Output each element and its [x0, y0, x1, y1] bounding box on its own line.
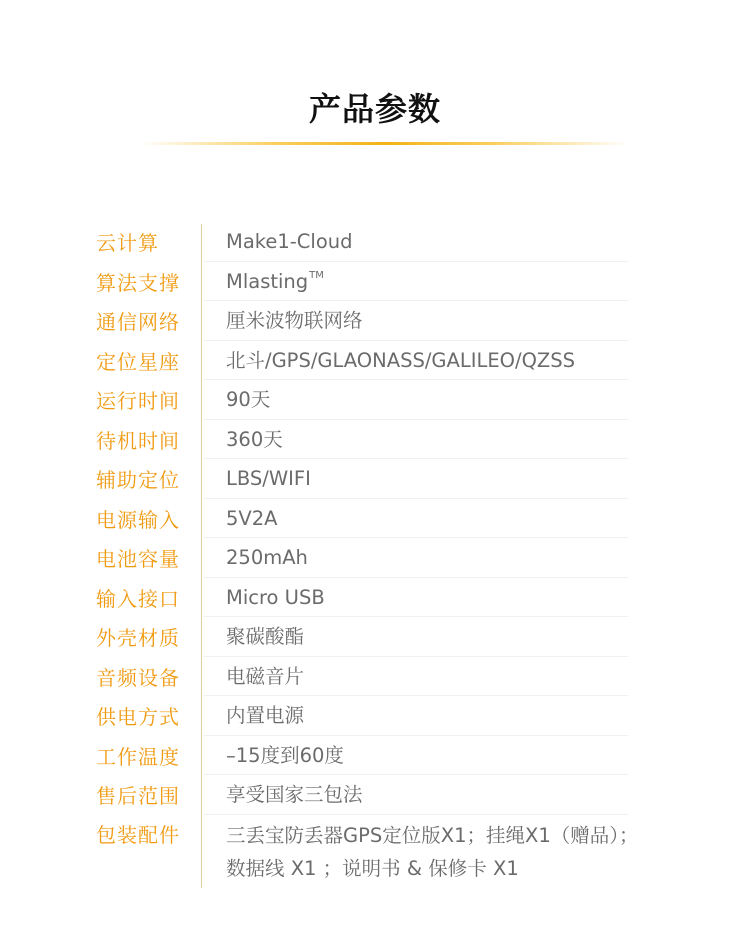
spec-value: –15度到60度 [226, 743, 344, 767]
spec-row-constellation [96, 341, 656, 381]
spec-value: 电磁音片 [226, 664, 305, 688]
spec-row-material [96, 617, 656, 657]
spec-value: 聚碳酸酯 [226, 625, 305, 649]
spec-value: Mlasting [226, 269, 309, 293]
spec-row-power-supply [96, 696, 656, 736]
spec-label: 待机时间 [96, 428, 180, 453]
spec-label: 电池容量 [96, 547, 180, 572]
spec-value: 90天 [226, 388, 271, 412]
spec-row-battery [96, 538, 656, 578]
spec-label: 算法支撑 [96, 270, 180, 295]
spec-row-port [96, 578, 656, 618]
spec-value-wrap [226, 265, 324, 298]
spec-value: 5V2A [226, 506, 278, 530]
spec-value: 360天 [226, 427, 283, 451]
spec-row-cloud [96, 222, 656, 262]
spec-value: Micro USB [226, 585, 325, 609]
spec-row-network [96, 301, 656, 341]
spec-label: 供电方式 [96, 705, 180, 730]
spec-label: 音频设备 [96, 665, 180, 690]
spec-row-after-sales [96, 775, 656, 815]
spec-row-package [96, 815, 656, 891]
spec-value: 厘米波物联网络 [226, 309, 363, 333]
spec-value: 内置电源 [226, 704, 305, 728]
spec-value: 享受国家三包法 [226, 783, 363, 807]
spec-row-assisted-positioning [96, 459, 656, 499]
spec-value-lines [226, 819, 639, 885]
spec-label: 通信网络 [96, 310, 180, 335]
spec-value: 北斗/GPS/GLAONASS/GALILEO/QZSS [226, 348, 576, 372]
title-underline [140, 142, 630, 145]
spec-label: 外壳材质 [96, 626, 180, 651]
spec-row-algorithm [96, 262, 656, 302]
spec-row-power-input [96, 499, 656, 539]
spec-label: 输入接口 [96, 586, 180, 611]
spec-value: Make1-Cloud [226, 230, 353, 254]
spec-label: 包装配件 [96, 822, 180, 847]
spec-label: 售后范围 [96, 784, 180, 809]
spec-label: 定位星座 [96, 349, 180, 374]
spec-table [96, 222, 656, 891]
spec-label: 云计算 [96, 231, 159, 256]
spec-row-standby [96, 420, 656, 460]
spec-value: LBS/WIFI [226, 467, 311, 491]
spec-value-line: 数据线 X1 ；说明书 & 保修卡 X1 [226, 856, 519, 880]
page-title: 产品参数 [308, 90, 441, 128]
spec-label: 运行时间 [96, 389, 180, 414]
spec-row-temperature [96, 736, 656, 776]
spec-label: 工作温度 [96, 744, 180, 769]
spec-label: 电源输入 [96, 507, 180, 532]
spec-value-line: 三丢宝防丢器GPS定位版X1；挂绳X1（赠品）； [226, 823, 639, 847]
spec-row-runtime [96, 380, 656, 420]
spec-label: 辅助定位 [96, 468, 180, 493]
spec-row-audio [96, 657, 656, 697]
trademark-mark: TM [309, 269, 324, 281]
spec-value: 250mAh [226, 546, 308, 570]
